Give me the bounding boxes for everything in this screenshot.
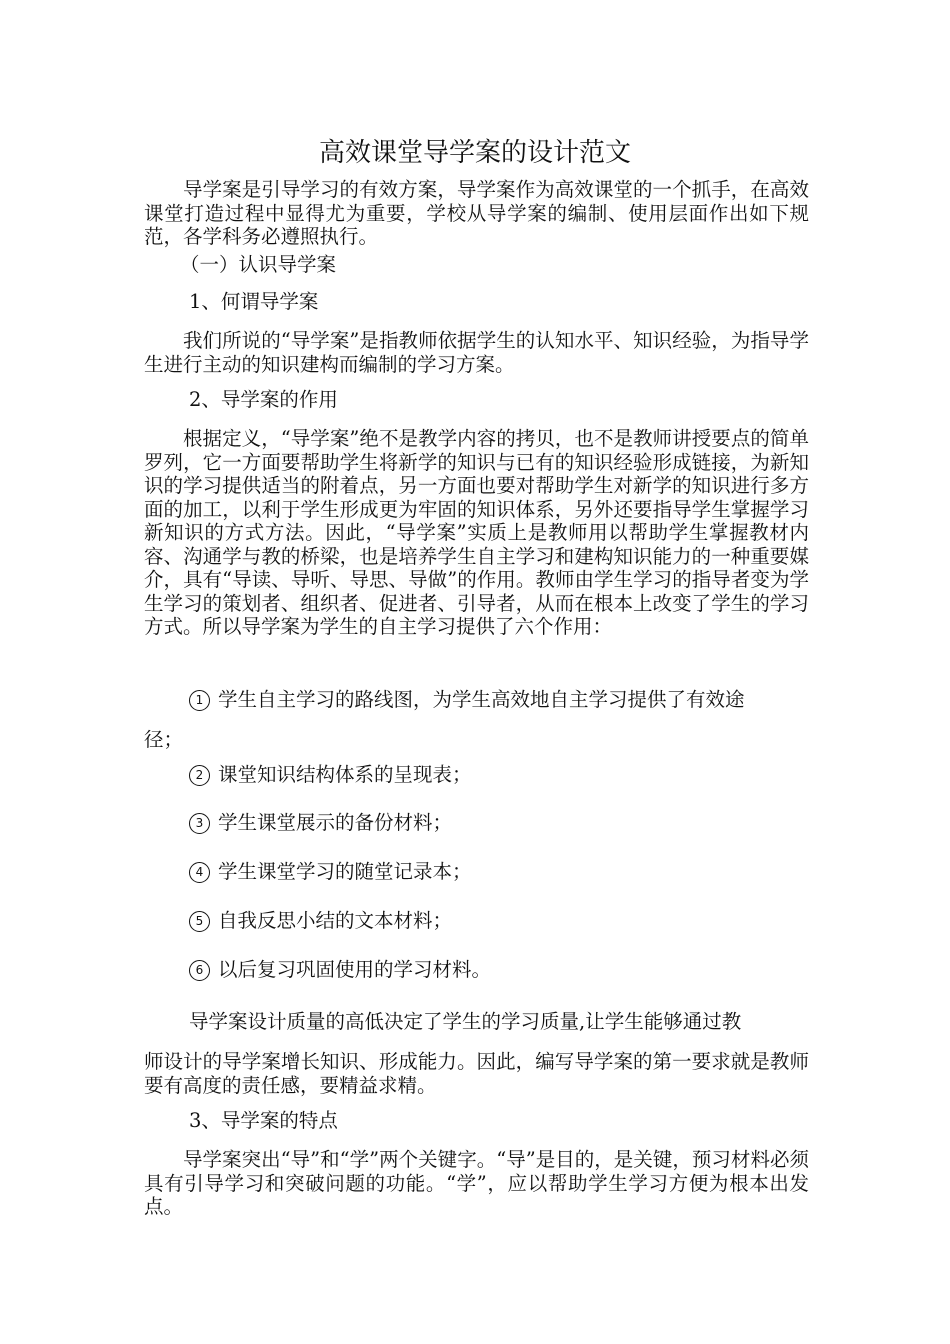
circled-number: 1	[189, 690, 210, 711]
list-item-text: 学生自主学习的路线图，为学生高效地自主学习提供了有效途	[218, 688, 745, 711]
heading-3: 3、导学案的特点	[189, 1109, 338, 1132]
circled-number: 2	[189, 765, 210, 786]
section-heading: （一）认识导学案	[180, 253, 337, 276]
list-item-text: 课堂知识结构体系的呈现表；	[218, 763, 472, 786]
list-item-text: 学生课堂学习的随堂记录本；	[218, 860, 472, 883]
list-item	[189, 811, 452, 835]
circled-number: 6	[189, 960, 210, 981]
paragraph-2: 根据定义，“导学案”绝不是教学内容的拷贝，也不是教师讲授要点的简单罗列，它一方面要帮助学生将新学的知识与已有的知识经验形成链接，为新知识的学习提供适当的附着点，另一方面也要对帮助学生对新学的知识进行多方面的加工，以利于学生形成更为牢固的知识体系，另外还要指导学生掌握学习新知识的方式方法。因此，“导学案”实质上是教师用以帮助学生掌握教材内容、沟通学与教的桥梁，也是培养学生自主学习和建构知识能力的一种重要媒介，具有“导读、导听、导思、导做”的作用。教师由学生学习的指导者变为学生学习的策划者、组织者、促进者、引导者，从而在根本上改变了学生的学习方式。所以导学案为学生的自主学习提供了六个作用：	[144, 427, 809, 638]
circled-number: 4	[189, 862, 210, 883]
list-item	[189, 909, 452, 933]
list-item	[189, 860, 472, 884]
circled-number: 5	[189, 911, 210, 932]
list-item	[189, 688, 745, 712]
intro-paragraph: 导学案是引导学习的有效方案，导学案作为高效课堂的一个抓手，在高效课堂打造过程中显得尤为重要，学校从导学案的编制、使用层面作出如下规范，各学科务必遵照执行。	[144, 178, 809, 248]
list-item-text: 学生课堂展示的备份材料；	[218, 811, 453, 834]
heading-1: 1、何谓导学案	[189, 290, 319, 313]
document-title: 高效课堂导学案的设计范文	[318, 138, 631, 168]
paragraph-3: 师设计的导学案增长知识、形成能力。因此，编写导学案的第一要求就是教师要有高度的责任感，要精益求精。	[144, 1050, 809, 1097]
list-item-text: 以后复习巩固使用的学习材料。	[218, 958, 492, 981]
heading-2: 2、导学案的作用	[189, 388, 338, 411]
circled-number: 3	[189, 813, 210, 834]
list-item	[189, 763, 472, 787]
list-item-text: 自我反思小结的文本材料；	[218, 909, 453, 932]
paragraph-1: 我们所说的“导学案”是指教师依据学生的认知水平、知识经验，为指导学生进行主动的知识建构而编制的学习方案。	[144, 329, 809, 376]
list-item-continuation: 径；	[144, 728, 184, 751]
paragraph-4: 导学案突出“导”和“学”两个关键字。“导”是目的，是关键，预习材料必须具有引导学习和突破问题的功能。“学”，应以帮助学生学习方便为根本出发点。	[144, 1148, 809, 1218]
list-item	[189, 958, 491, 982]
paragraph-3-first-line: 导学案设计质量的高低决定了学生的学习质量,让学生能够通过教	[189, 1010, 742, 1033]
